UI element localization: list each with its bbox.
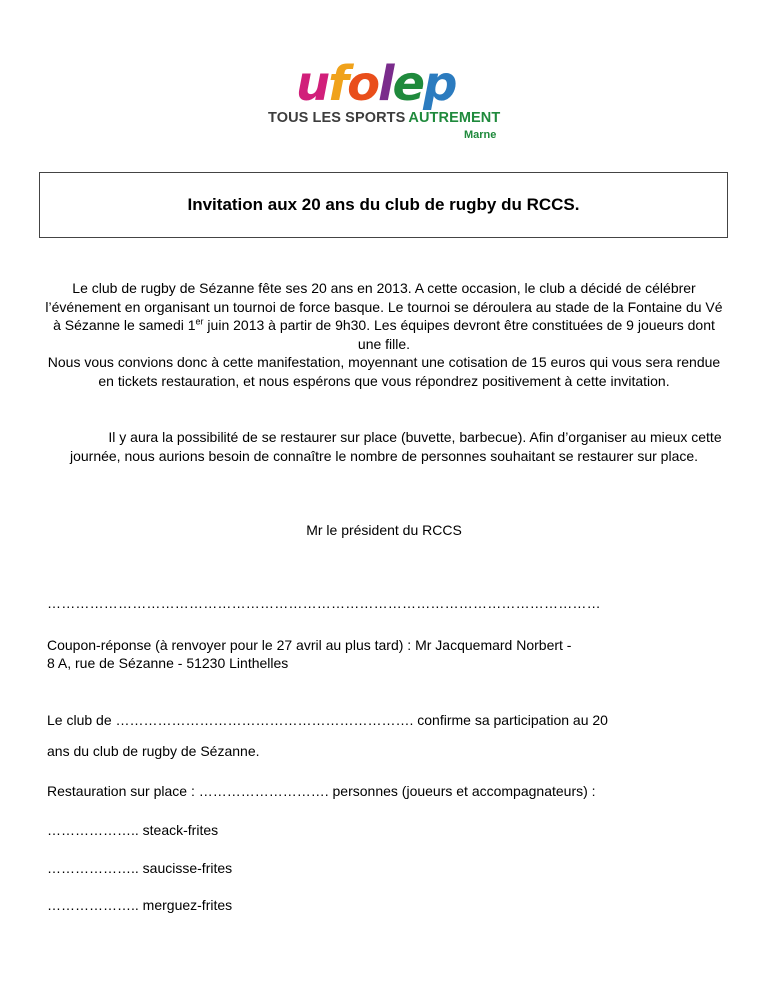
option-steack-frites[interactable]: ……………….. steack-frites xyxy=(47,822,219,838)
page-title: Invitation aux 20 ans du club de rugby du RCCS. xyxy=(187,195,580,214)
signature: Mr le président du RCCS xyxy=(306,522,462,538)
dotted-separator: ……………………………………………………………………………………………………… xyxy=(47,595,601,611)
intro-text-3: Nous vous convions donc à cette manifestation, moyennant une cotisation de 15 euros qui vous sera rendue en tickets restauration, et nous espérons que vous répondrez positivement à cette invitation. xyxy=(47,354,721,389)
intro-text-2: juin 2013 à partir de 9h30. Les équipes devront être constituées de 9 joueurs dont une fille. xyxy=(203,317,715,352)
restauration-text: Il y aura la possibilité de se restaurer sur place (buvette, barbecue). Afin d’organiser au mieux cette journée, nous aurions besoin de connaître le nombre de personnes souhaitant se restaurer sur place. xyxy=(69,429,722,464)
option-saucisse-frites[interactable]: ……………….. saucisse-frites xyxy=(47,860,233,876)
ufolep-wordmark xyxy=(266,58,506,114)
svg-text:ufolep: ufolep xyxy=(296,58,456,112)
club-line-2: ans du club de rugby de Sézanne. xyxy=(47,743,260,759)
intro-paragraph xyxy=(40,279,728,391)
logo-tagline-part1: TOUS LES SPORTS xyxy=(268,110,406,126)
logo-tagline xyxy=(268,110,500,126)
coupon-line-1: Coupon-réponse (à renvoyer pour le 27 avril au plus tard) : Mr Jacquemard Norbert - xyxy=(47,637,572,653)
intro-sup: er xyxy=(195,316,204,327)
restauration-paragraph xyxy=(40,428,728,465)
restauration-field[interactable]: Restauration sur place : ………………………. personnes (joueurs et accompagnateurs) : xyxy=(47,783,596,799)
ufolep-logo xyxy=(266,58,506,148)
logo-tagline-part2: AUTREMENT xyxy=(408,110,501,126)
option-merguez-frites[interactable]: ……………….. merguez-frites xyxy=(47,897,233,913)
title-box xyxy=(39,172,728,238)
club-field[interactable]: Le club de ………………………………………………………. confirme sa participation au 20 xyxy=(47,712,608,728)
coupon-line-2: 8 A, rue de Sézanne - 51230 Linthelles xyxy=(47,655,289,671)
logo-region: Marne xyxy=(464,129,497,141)
intro-text-1: Le club de rugby de Sézanne fête ses 20 ans en 2013. A cette occasion, le club a décidé de célébrer l’événement en organisant un tournoi de force basque. Le tournoi se déroulera au stade de la Fontaine du Vé à Sézanne le samedi 1 xyxy=(45,280,723,334)
